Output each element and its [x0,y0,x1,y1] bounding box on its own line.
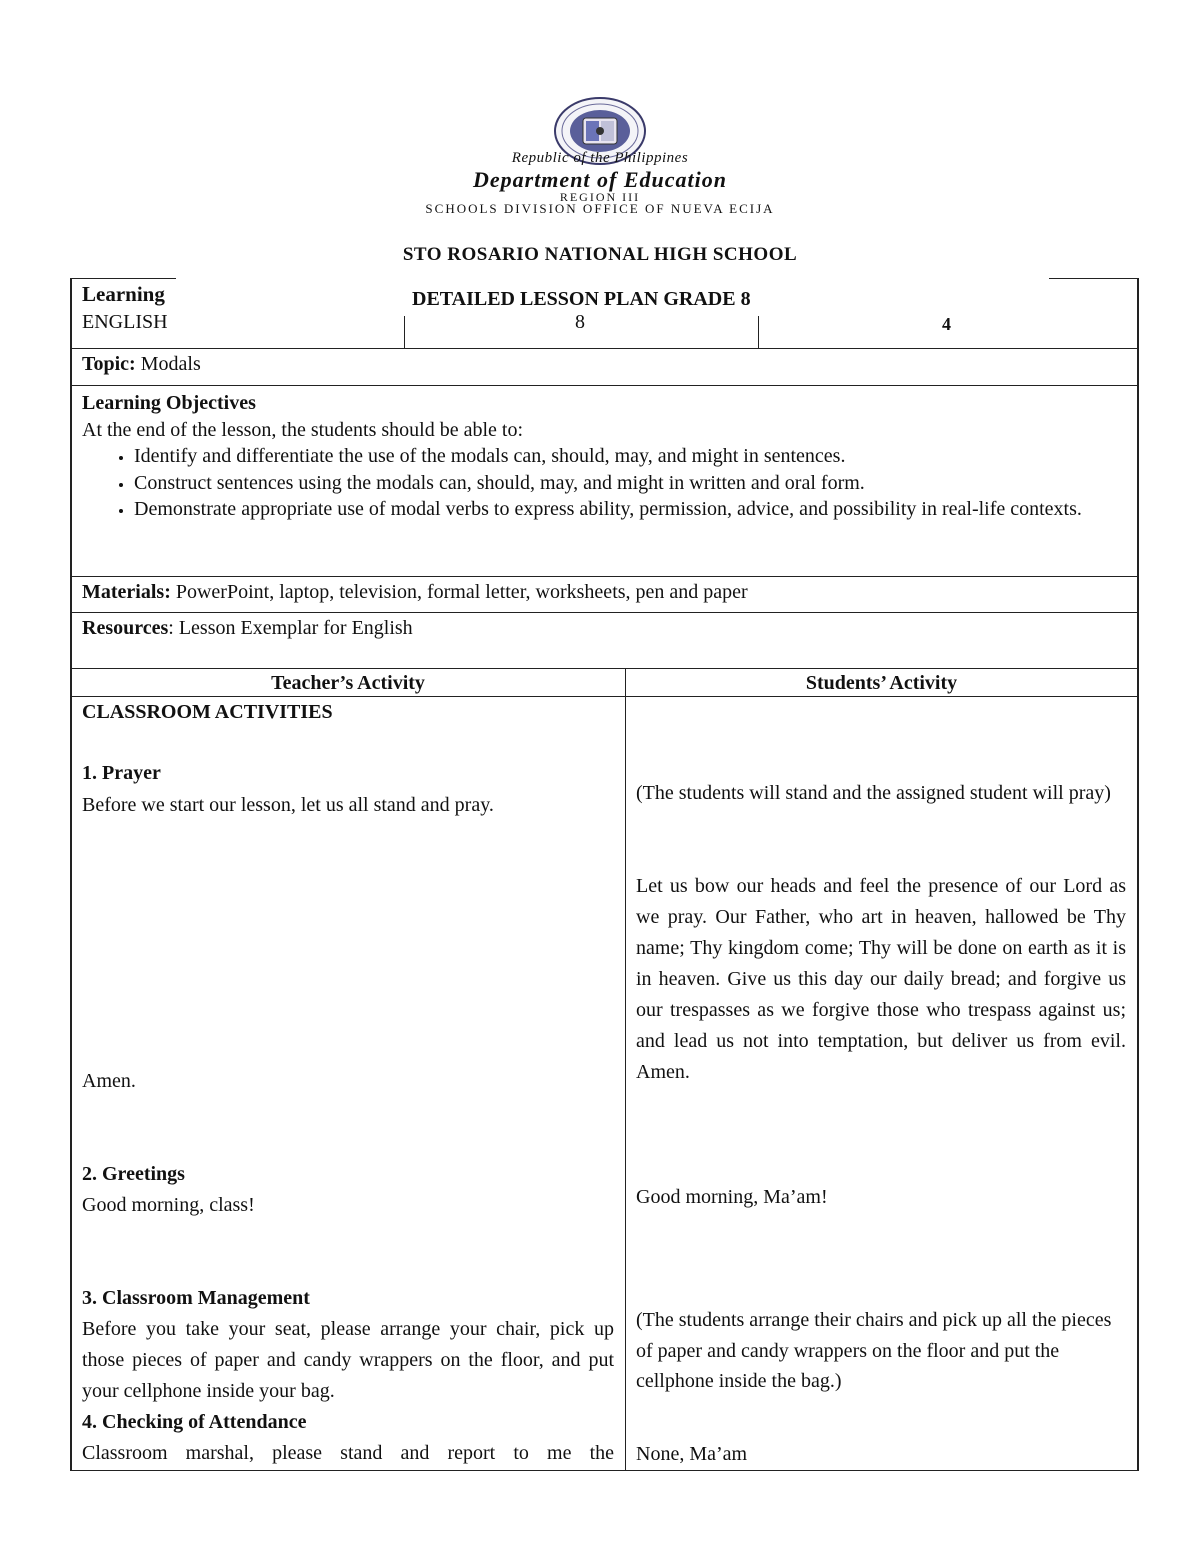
objectives-intro: At the end of the lesson, the students should be able to: [82,418,524,441]
info-divider-1 [404,316,405,349]
row-line-activities [70,696,1139,697]
resources-label: Resources [82,617,169,639]
column-divider [625,668,626,1471]
row-line-topic [70,348,1139,349]
resources-value: : Lesson Exemplar for English [168,617,413,639]
table-left-border [70,278,72,1471]
department-line: Department of Education [472,167,727,192]
attendance-teacher-text: Classroom marshal, please stand and report to me the [82,1442,614,1464]
lesson-plan-title: DETAILED LESSON PLAN GRADE 8 [412,288,751,310]
objectives-list [82,443,1128,523]
region-line: REGION III [559,190,641,204]
teacher-activity-header: Teacher’s Activity [271,672,425,694]
greetings-students-text: Good morning, Ma’am! [636,1186,828,1208]
objective-item: • Identify and differentiate the use of the modals can, should, may, and might in sentences. [134,443,1128,470]
management-heading: 3. Classroom Management [82,1287,310,1309]
row-line-resources [70,612,1139,613]
topic-value: Modals [140,353,201,375]
info-divider-2 [758,316,759,349]
division-line: SCHOOLS DIVISION OFFICE OF NUEVA ECIJA [425,201,775,216]
row-line-header [70,668,1139,669]
prayer-teacher-text: Before we start our lesson, let us all stand and pray. [82,794,494,816]
materials-value: PowerPoint, laptop, television, formal letter, worksheets, pen and paper [175,581,748,603]
prayer-students-text-2: Let us bow our heads and feel the presence of our Lord as we pray. Our Father, who art in heaven, hallowed be Thy name; Thy kingdom come; Thy will be done on earth as it is in heaven. Give us this day our daily bread; and forgive us our trespasses as we forgive those who trespass against us; and lead us not into temptation, but deliver us from evil. Amen. [636,875,1126,1083]
table-right-border [1137,278,1139,1471]
attendance-heading: 4. Checking of Attendance [82,1411,307,1433]
materials-row [82,579,748,605]
objective-item: • Construct sentences using the modals can, should, may, and might in written and oral form. [134,470,1128,497]
republic-line: Republic of the Philippines [511,150,689,166]
resources-row [82,615,413,641]
prayer-students-text-1: (The students will stand and the assigned student will pray) [636,782,1111,804]
classroom-activities-title: CLASSROOM ACTIVITIES [82,701,333,723]
objective-item: • Demonstrate appropriate use of modal verbs to express ability, permission, advice, and possibility in real-life contexts. [134,496,1128,523]
attendance-students-text: None, Ma’am [636,1443,748,1465]
row-line-materials [70,576,1139,577]
objectives-label: Learning Objectives [82,392,256,414]
materials-label: Materials: [82,581,171,603]
topic-row [82,351,201,377]
table-bottom-line [70,1470,1139,1471]
quarter-value: 4 [942,314,951,334]
school-name: STO ROSARIO NATIONAL HIGH SCHOOL [402,244,798,265]
greetings-heading: 2. Greetings [82,1163,185,1185]
subject-value: ENGLISH [82,311,168,333]
row-line-objectives [70,385,1139,386]
greetings-teacher-text: Good morning, class! [82,1194,255,1216]
management-students-text: (The students arrange their chairs and pick up all the pieces of paper and candy wrappers on the floor and put the cellphone inside the bag.) [636,1309,1112,1392]
management-teacher-text: Before you take your seat, please arrange your chair, pick up those pieces of paper and candy wrappers on the floor, and put your cellphone inside your bag. [82,1318,614,1402]
objectives-block [82,390,1128,523]
table-top-right-line [1049,278,1139,279]
students-activity-header: Students’ Activity [805,672,958,694]
learning-label: Learning [82,282,165,306]
prayer-teacher-amen: Amen. [82,1070,136,1092]
prayer-heading: 1. Prayer [82,762,161,784]
topic-label: Topic: [82,353,136,375]
grade-value: 8 [575,311,585,333]
table-top-left-line [70,278,176,279]
